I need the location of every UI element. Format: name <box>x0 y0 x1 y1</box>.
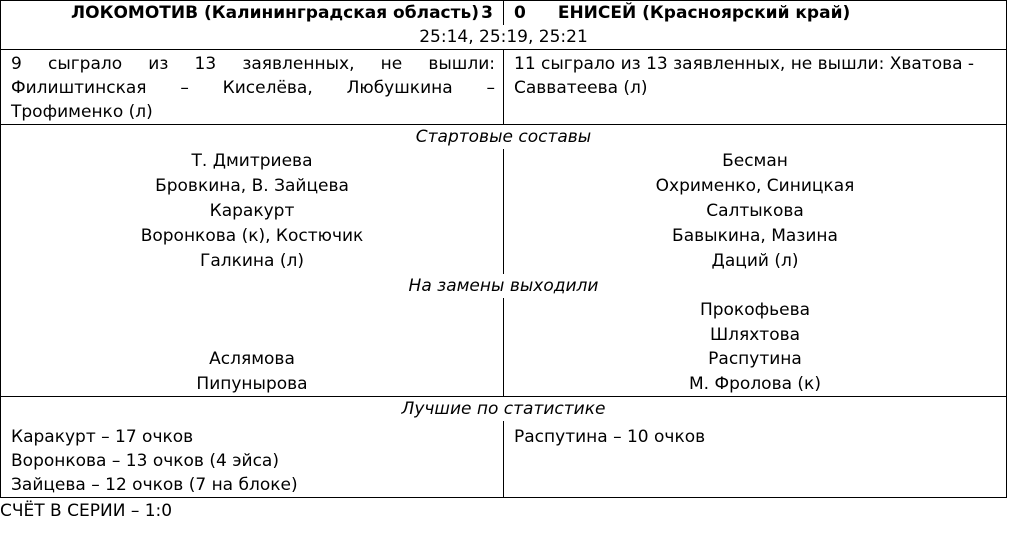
away-sub: Распутина <box>708 349 802 369</box>
home-starter: Галкина (л) <box>199 251 305 271</box>
attendance-row <box>1 50 1007 125</box>
subs-title: На замены выходили <box>408 276 599 296</box>
home-attendance: 9 сыграло из 13 заявленных, не вышли: Филиштинская – Киселёва, Любушкина – Трофименко (л) <box>11 54 495 122</box>
away-sub: Шляхтова <box>709 324 801 345</box>
home-sub: Пипунырова <box>196 373 308 394</box>
home-best-player: Воронкова – 13 очков (4 эйса) <box>11 451 279 471</box>
home-sub <box>1 298 503 323</box>
home-score: 3 <box>481 3 493 23</box>
home-sub: Аслямова <box>209 349 295 369</box>
home-sub <box>1 323 503 348</box>
series-score: СЧЁТ В СЕРИИ – 1:0 <box>0 501 173 521</box>
home-starter: Каракурт <box>209 201 295 221</box>
best-title-row <box>1 397 1007 422</box>
away-starter: Бесман <box>722 151 788 171</box>
subs-title-row <box>1 274 1007 298</box>
away-team-name: ЕНИСЕЙ (Красноярский край) <box>557 3 851 23</box>
home-starting-lineup <box>1 149 504 274</box>
away-best-player: Распутина – 10 очков <box>514 427 706 447</box>
starting-title-cell <box>1 125 1007 150</box>
away-starter: Салтыкова <box>706 201 804 221</box>
header-row <box>1 1 1007 26</box>
best-row <box>1 421 1007 498</box>
away-starter: Даций (л) <box>711 251 799 271</box>
best-title-cell <box>1 397 1007 422</box>
away-sub: М. Фролова (к) <box>689 373 821 394</box>
set-scores: 25:14, 25:19, 25:21 <box>1 25 1007 50</box>
home-starter: Т. Дмитриева <box>191 151 313 171</box>
home-substitutes <box>1 298 504 397</box>
starting-row <box>1 149 1007 274</box>
away-starting-lineup <box>504 149 1007 274</box>
away-starter: Охрименко, Синицкая <box>655 176 855 196</box>
best-title: Лучшие по статистике <box>401 399 606 419</box>
away-score: 0 <box>514 3 526 23</box>
home-best-player: Зайцева – 12 очков (7 на блоке) <box>11 475 298 495</box>
starting-title-row <box>1 125 1007 150</box>
away-attendance-cell <box>504 50 1007 125</box>
subs-title-cell <box>1 274 1007 298</box>
home-attendance-cell <box>1 50 504 125</box>
subs-row <box>1 298 1007 397</box>
home-starter: Бровкина, В. Зайцева <box>155 176 349 196</box>
away-team-cell <box>504 1 1007 26</box>
away-starter: Бавыкина, Мазина <box>672 226 838 246</box>
home-starter: Воронкова (к), Костючик <box>140 226 364 246</box>
home-team-cell <box>1 1 504 26</box>
home-best-player: Каракурт – 17 очков <box>11 427 194 447</box>
sets-row <box>1 25 1007 50</box>
away-attendance: 11 сыграло из 13 заявленных, не вышли: Хватова - Савватеева (л) <box>514 54 975 98</box>
away-best <box>504 421 1007 498</box>
starting-title: Стартовые составы <box>415 127 592 147</box>
away-substitutes <box>504 298 1007 397</box>
home-best <box>1 421 504 498</box>
home-team-name: ЛОКОМОТИВ (Калининградская область) <box>71 3 479 23</box>
away-sub: Прокофьева <box>699 300 811 320</box>
